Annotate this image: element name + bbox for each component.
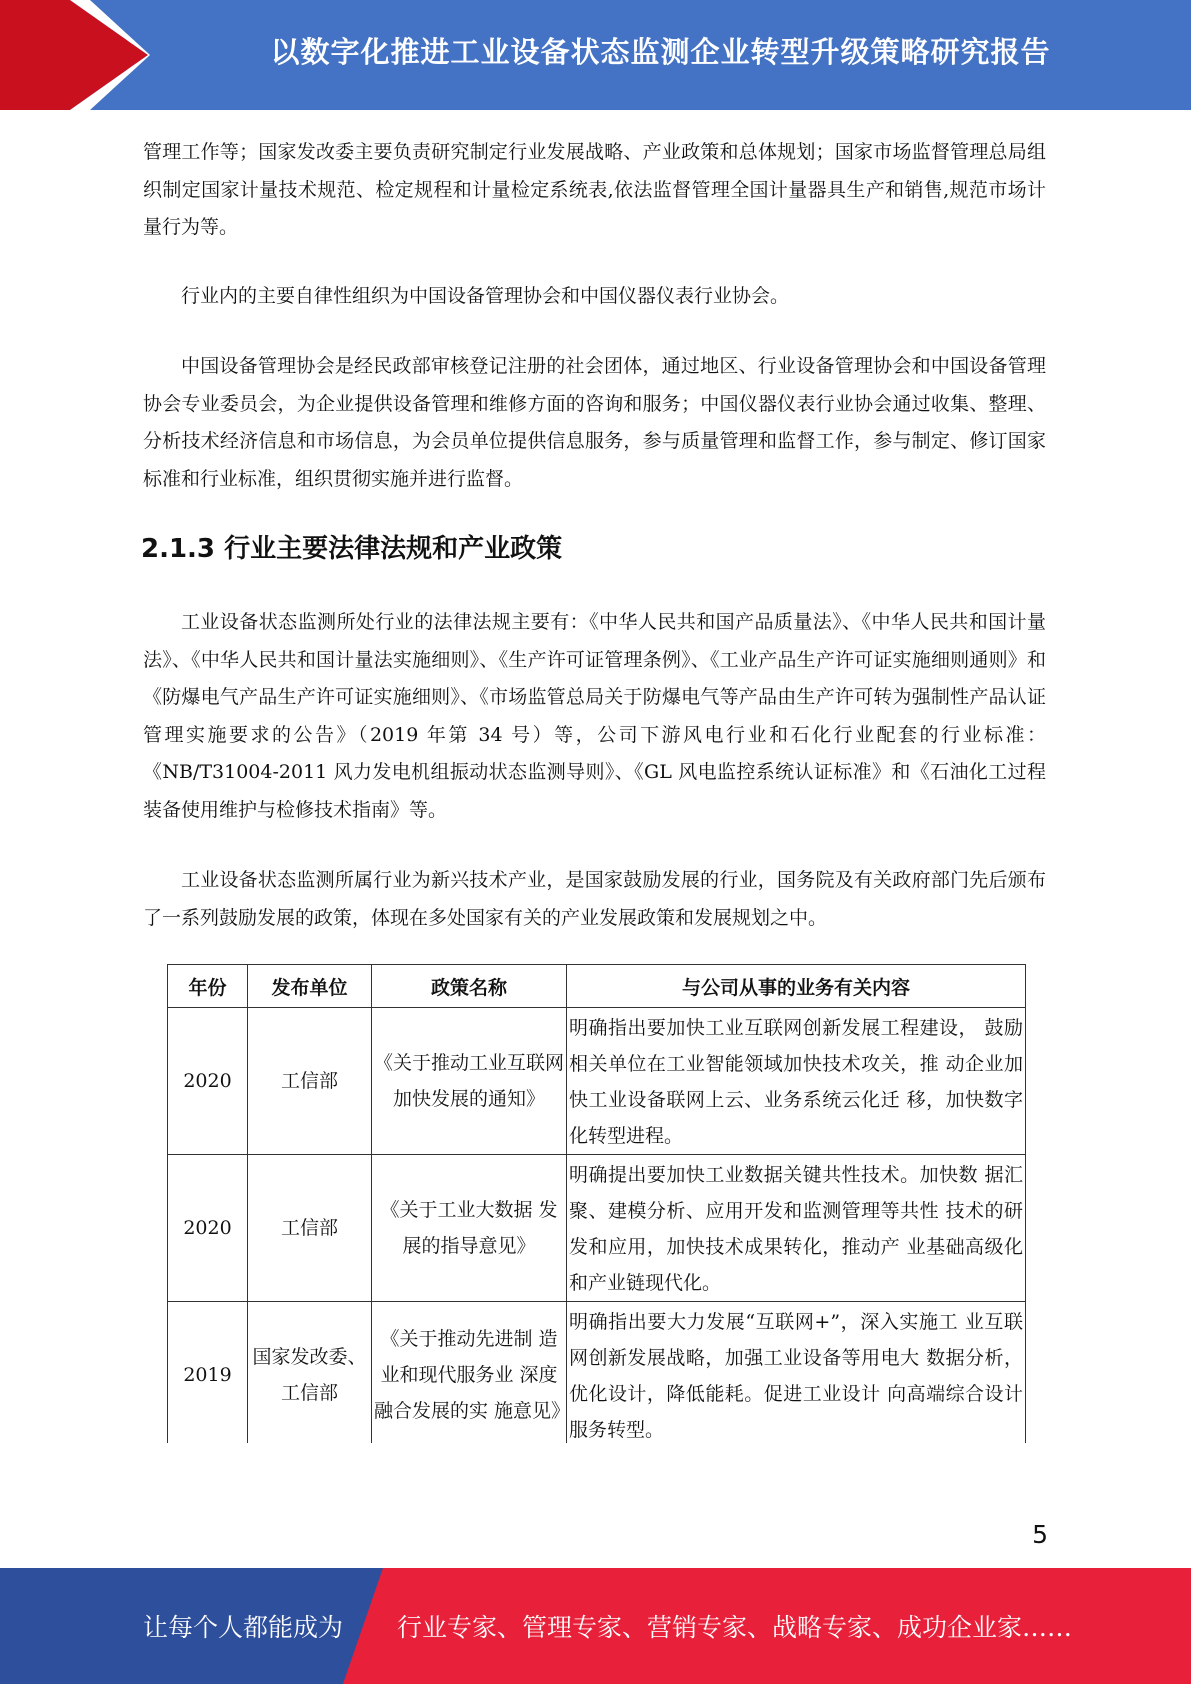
paragraph-regulators: 管理工作等；国家发改委主要负责研究制定行业发展战略、产业政策和总体规划；国家市场监督管理总局组织制定国家计量技术规范、检定规程和计量检定系统表,依法监督管理全国计量器具生产和销售,规范市场计量行为等。 xyxy=(143,141,1046,238)
header-issuer: 发布单位 xyxy=(248,965,372,1008)
cell-policy: 《关于推动先进制 造业和现代服务业 深度融合发展的实 施意见》 xyxy=(372,1302,567,1449)
table-row xyxy=(168,1008,1026,1155)
header-content: 与公司从事的业务有关内容 xyxy=(567,965,1026,1008)
cell-year: 2019 xyxy=(168,1302,248,1449)
page-header xyxy=(0,0,1191,110)
page-footer xyxy=(0,1568,1191,1684)
footer-slogan-left: 让每个人都能成为 xyxy=(143,1613,344,1642)
header-year: 年份 xyxy=(168,965,248,1008)
cell-year: 2020 xyxy=(168,1155,248,1302)
cell-issuer: 国家发改委、工信部 xyxy=(248,1302,372,1449)
table-header-row xyxy=(168,965,1026,1008)
cell-year: 2020 xyxy=(168,1008,248,1155)
cell-policy: 《关于工业大数据 发展的指导意见》 xyxy=(372,1155,567,1302)
paragraph-laws: 工业设备状态监测所处行业的法律法规主要有：《中华人民共和国产品质量法》、《中华人民共和国计量法》、《中华人民共和国计量法实施细则》、《生产许可证管理条例》、《工业产品生产许可证实施细则通则》和《防爆电气产品生产许可证实施细则》、《市场监管总局关于防爆电气等产品由生产许可转为强制性产品认证管理实施要求的公告》（2019 年第 34 号）等，公司下游风电行业和石化行业配套的行业标准：《NB/T31004-2011 风力发电机组振动状态监测导则》、《GL 风电监控系统认证标准》和《石油化工过程装备使用维护与检修技术指南》等。 xyxy=(143,611,1046,821)
cell-content: 明确指出要加快工业互联网创新发展工程建设， 鼓励相关单位在工业智能领域加快技术攻关，推 动企业加快工业设备联网上云、业务系统云化迁 移，加快数字化转型进程。 xyxy=(567,1008,1026,1155)
cell-issuer: 工信部 xyxy=(248,1008,372,1155)
table-page-break xyxy=(160,1443,1040,1473)
paragraph-self-regulatory: 行业内的主要自律性组织为中国设备管理协会和中国仪器仪表行业协会。 xyxy=(181,285,790,307)
table-row xyxy=(168,1302,1026,1449)
header-policy: 政策名称 xyxy=(372,965,567,1008)
table-row xyxy=(168,1155,1026,1302)
paragraph-policies-intro: 工业设备状态监测所属行业为新兴技术产业，是国家鼓励发展的行业，国务院及有关政府部门先后颁布了一系列鼓励发展的政策，体现在多处国家有关的产业发展政策和发展规划之中。 xyxy=(143,869,1046,929)
policy-table xyxy=(167,964,1026,1449)
cell-policy: 《关于推动工业互联网加快发展的通知》 xyxy=(372,1008,567,1155)
paragraph-associations: 中国设备管理协会是经民政部审核登记注册的社会团体，通过地区、行业设备管理协会和中国设备管理协会专业委员会，为企业提供设备管理和维修方面的咨询和服务；中国仪器仪表行业协会通过收集、整理、分析技术经济信息和市场信息，为会员单位提供信息服务，参与质量管理和监督工作，参与制定、修订国家标准和行业标准，组织贯彻实施并进行监督。 xyxy=(143,355,1046,490)
cell-content: 明确指出要大力发展“互联网+”，深入实施工 业互联网创新发展战略，加强工业设备等用电大 数据分析，优化设计，降低能耗。促进工业设计 向高端综合设计服务转型。 xyxy=(567,1302,1026,1449)
report-title: 以数字化推进工业设备状态监测企业转型升级策略研究报告 xyxy=(270,34,1051,69)
footer-slogan-right: 行业专家、管理专家、营销专家、战略专家、成功企业家…… xyxy=(397,1613,1073,1642)
section-heading: 2.1.3 行业主要法律法规和产业政策 xyxy=(141,534,563,564)
cell-content: 明确提出要加快工业数据关键共性技术。加快数 据汇聚、建模分析、应用开发和监测管理等共性 技术的研发和应用，加快技术成果转化，推动产 业基础高级化和产业链现代化。 xyxy=(567,1155,1026,1302)
cell-issuer: 工信部 xyxy=(248,1155,372,1302)
page-number: 5 xyxy=(1032,1520,1048,1549)
